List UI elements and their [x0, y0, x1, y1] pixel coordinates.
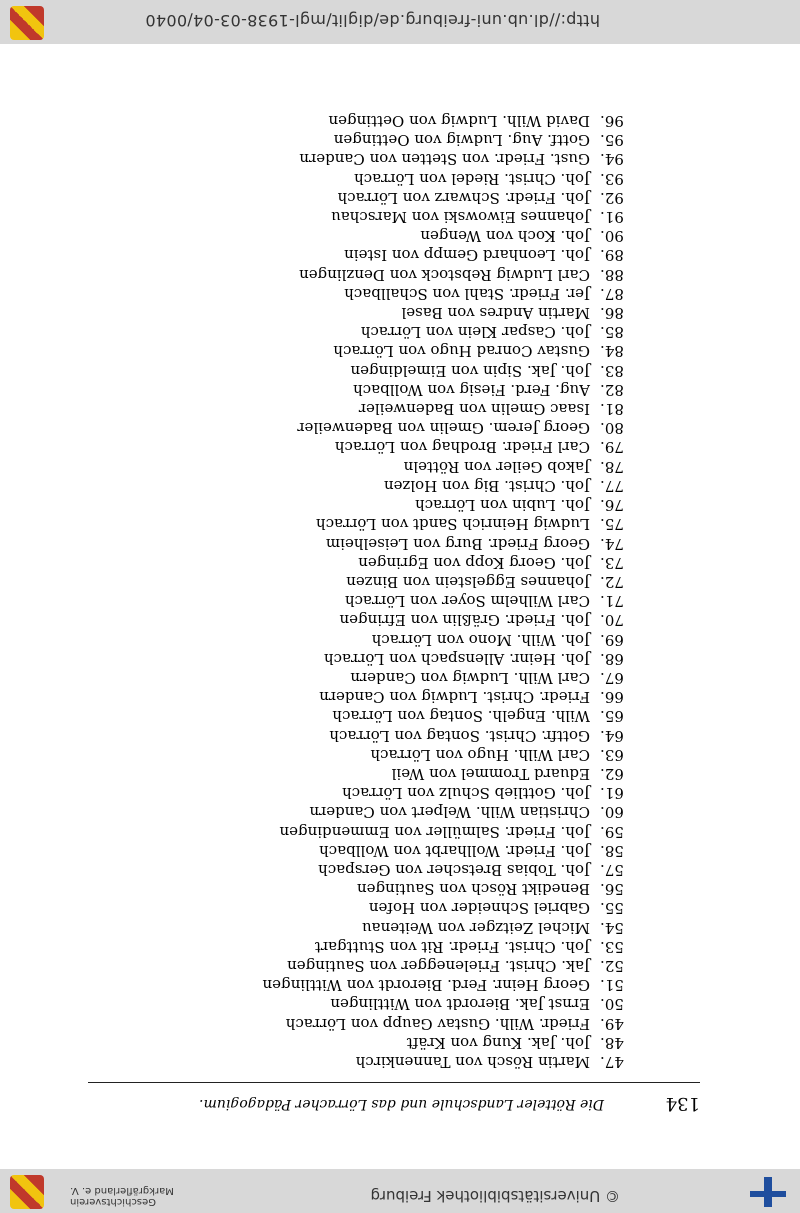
list-item	[120, 360, 640, 379]
list-item	[120, 1052, 640, 1071]
list-item	[120, 860, 640, 879]
entry-name: Joh. Koch von Wengen	[420, 227, 590, 246]
list-item	[120, 437, 640, 456]
entry-name: Carl Friedr. Brodhag von Lörrach	[334, 438, 590, 457]
entry-number: 88.	[600, 265, 624, 284]
coat-of-arms-icon	[10, 1175, 44, 1209]
list-item	[120, 418, 640, 437]
list-item	[120, 572, 640, 591]
entry-name: Joh. Caspar Klein von Lörrach	[360, 323, 590, 342]
entry-number: 83.	[600, 361, 624, 380]
entry-name: Gustav Conrad Hugo von Lörrach	[333, 342, 590, 361]
entry-name: David Wilh. Ludwig von Oettingen	[328, 112, 590, 131]
entry-number: 67.	[600, 668, 624, 687]
list-item	[120, 322, 640, 341]
entry-name: Joh. Tobias Bretscher von Gerspach	[318, 860, 590, 879]
list-item	[120, 821, 640, 840]
entry-number: 96.	[600, 112, 624, 131]
page-header	[100, 1084, 700, 1114]
entry-number: 65.	[600, 707, 624, 726]
entry-number: 79.	[600, 438, 624, 457]
list-item	[120, 553, 640, 572]
entry-name: Joh. Georg Kopp von Egringen	[358, 553, 590, 572]
entry-name: Joh. Heinr. Allenspach von Lörrach	[323, 649, 590, 668]
society-line: Geschichtsverein	[70, 1196, 156, 1207]
entry-number: 85.	[600, 323, 624, 342]
entry-number: 80.	[600, 419, 624, 438]
entry-number: 47.	[600, 1053, 624, 1071]
entry-name: Joh. Jak. Sipin von Eimeldingen	[350, 361, 590, 380]
entry-number: 89.	[600, 246, 624, 265]
list-item	[120, 994, 640, 1013]
entry-number: 66.	[600, 688, 624, 707]
list-item	[120, 495, 640, 514]
entry-number: 73.	[600, 553, 624, 572]
society-name	[70, 1185, 174, 1207]
viewer-bottom-strip	[0, 1169, 800, 1213]
list-item	[120, 917, 640, 936]
list-item	[120, 783, 640, 802]
list-item	[120, 841, 640, 860]
list-item	[120, 341, 640, 360]
entry-number: 58.	[600, 841, 624, 860]
entry-number: 81.	[600, 400, 624, 419]
list-item	[120, 1013, 640, 1032]
list-item	[120, 591, 640, 610]
entry-number: 60.	[600, 803, 624, 822]
entry-number: 87.	[600, 284, 624, 303]
entry-name: Joh. Christ. Friedr. Rit von Stuttgart	[314, 937, 590, 956]
entry-name: Wilh. Engelh. Sontag von Lörrach	[332, 707, 590, 726]
list-item	[120, 188, 640, 207]
entry-number: 55.	[600, 899, 624, 918]
entry-number: 95.	[600, 131, 624, 150]
entry-number: 68.	[600, 649, 624, 668]
entry-number: 57.	[600, 860, 624, 879]
entry-number: 62.	[600, 764, 624, 783]
entry-name: Gottfr. Christ. Sontag von Lörrach	[329, 726, 590, 745]
entry-name: Aug. Ferd. Fiesig von Wollbach	[353, 380, 590, 399]
entry-name: Friedr. Wilh. Gustav Gaupp von Lörrach	[285, 1014, 590, 1033]
entry-number: 69.	[600, 630, 624, 649]
list-item	[120, 687, 640, 706]
entry-number: 92.	[600, 188, 624, 207]
entry-name: Georg Heinr. Ferd. Bierordt von Wittlingen	[262, 976, 590, 995]
list-item	[120, 725, 640, 744]
ub-logo-icon	[750, 1177, 786, 1207]
running-title: Die Rötteler Landschule und das Lörracher Pädagogium.	[199, 1096, 604, 1112]
entry-name: Jer. Friedr. Stahl von Schallbach	[344, 284, 590, 303]
entry-number: 71.	[600, 592, 624, 611]
entry-name: Joh. Friedr. Gräßlin von Efringen	[339, 611, 590, 630]
list-item	[120, 226, 640, 245]
list-item	[120, 956, 640, 975]
list-item	[120, 168, 640, 187]
page-number: 134	[665, 1093, 700, 1114]
list-item	[120, 764, 640, 783]
entry-name: Gabriel Schneider von Hofen	[368, 899, 590, 918]
list-item	[120, 476, 640, 495]
list-item	[120, 879, 640, 898]
header-rule	[88, 1082, 700, 1083]
entry-name: Joh. Christ. Riedel von Lörrach	[354, 169, 590, 188]
copyright-text: © Universitätsbibliothek Freiburg	[370, 1187, 620, 1205]
entry-name: Johannes Eiwowski von Marschau	[331, 208, 590, 227]
list-item	[120, 514, 640, 533]
entry-number: 48.	[600, 1033, 624, 1052]
list-item	[120, 610, 640, 629]
entry-number: 74.	[600, 534, 624, 553]
entry-number: 64.	[600, 726, 624, 745]
list-item	[120, 937, 640, 956]
entry-name: Carl Wilh. Ludwig von Candern	[350, 668, 590, 687]
permalink-url[interactable]: http://dl.ub.uni-freiburg.de/diglit/mgl-1938-03-04/0040	[145, 11, 600, 30]
entry-name: Carl Wilh. Hugo von Lörrach	[370, 745, 590, 764]
entry-number: 51.	[600, 976, 624, 995]
entry-number: 77.	[600, 476, 624, 495]
entry-name: Ernst Jak. Bierordt von Wittlingen	[330, 995, 590, 1014]
entry-number: 78.	[600, 457, 624, 476]
entry-name: Jak. Christ. Frielenegger von Sautingen	[287, 956, 590, 975]
student-list	[120, 111, 640, 1071]
entry-name: Joh. Friedr. Salmüller von Emmendingen	[279, 822, 590, 841]
entry-number: 70.	[600, 611, 624, 630]
entry-name: Georg Jerem. Gmelin von Badenweiler	[297, 419, 590, 438]
list-item	[120, 649, 640, 668]
list-item	[120, 130, 640, 149]
entry-number: 76.	[600, 496, 624, 515]
list-item	[120, 111, 640, 130]
entry-number: 50.	[600, 995, 624, 1014]
entry-name: Johannes Eggelstein von Binzen	[346, 572, 590, 591]
entry-name: Joh. Leonhard Gempp von Istein	[344, 246, 590, 265]
entry-number: 91.	[600, 208, 624, 227]
entry-name: Friedr. Christ. Ludwig von Candern	[319, 688, 590, 707]
entry-number: 75.	[600, 515, 624, 534]
list-item	[120, 975, 640, 994]
entry-name: Georg Friedr. Burg von Leiselheim	[325, 534, 590, 553]
entry-number: 72.	[600, 572, 624, 591]
list-item	[120, 399, 640, 418]
entry-number: 53.	[600, 937, 624, 956]
entry-name: Michel Zeitzger von Weitenau	[361, 918, 590, 937]
list-item	[120, 264, 640, 283]
list-item	[120, 898, 640, 917]
entry-number: 63.	[600, 745, 624, 764]
list-item	[120, 802, 640, 821]
entry-number: 49.	[600, 1014, 624, 1033]
entry-name: Martin Rösch von Tannenkirch	[355, 1053, 590, 1071]
entry-name: Joh. Gottlieb Schulz von Lörrach	[342, 784, 590, 803]
entry-name: Gust. Friedr. von Stetten von Candern	[299, 150, 590, 169]
entry-number: 59.	[600, 822, 624, 841]
entry-number: 84.	[600, 342, 624, 361]
list-item	[120, 533, 640, 552]
entry-number: 86.	[600, 304, 624, 323]
list-item	[120, 1033, 640, 1052]
entry-name: Gottf. Aug. Ludwig von Oettingen	[333, 131, 590, 150]
entry-name: Joh. Friedr. Wollharbt von Wollbach	[319, 841, 590, 860]
list-item	[120, 745, 640, 764]
entry-name: Ludwig Heinrich Sandt von Lörrach	[316, 515, 590, 534]
entry-name: Joh. Jak. Kung von Kräft	[406, 1033, 590, 1052]
entry-name: Joh. Friedr. Schwarz von Lörrach	[337, 188, 590, 207]
entry-number: 56.	[600, 880, 624, 899]
entry-name: Carl Ludwig Rebstock von Denzlingen	[299, 265, 590, 284]
entry-name: Jakob Geiler von Rötteln	[403, 457, 590, 476]
document-page	[0, 44, 800, 1169]
list-item	[120, 207, 640, 226]
list-item	[120, 245, 640, 264]
entry-name: Eduard Trommel von Weil	[391, 764, 590, 783]
viewer-top-strip	[0, 0, 800, 44]
entry-number: 94.	[600, 150, 624, 169]
list-item	[120, 380, 640, 399]
list-item	[120, 668, 640, 687]
entry-name: Benedikt Rösch von Sautingen	[356, 880, 590, 899]
list-item	[120, 457, 640, 476]
list-item	[120, 629, 640, 648]
entry-number: 54.	[600, 918, 624, 937]
list-item	[120, 706, 640, 725]
coat-of-arms-icon	[10, 6, 44, 40]
list-item	[120, 284, 640, 303]
entry-number: 93.	[600, 169, 624, 188]
entry-name: Joh. Wilh. Mono von Lörrach	[371, 630, 590, 649]
entry-name: Isaac Gmelin von Badenweiler	[358, 400, 590, 419]
entry-name: Joh. Lubin von Lörrach	[415, 496, 590, 515]
list-item	[120, 149, 640, 168]
entry-name: Martin Andres von Basel	[401, 304, 590, 323]
entry-number: 90.	[600, 227, 624, 246]
entry-name: Joh. Christ. Big von Holzen	[383, 476, 590, 495]
entry-name: Christian Wilh. Welpert von Candern	[309, 803, 590, 822]
entry-number: 61.	[600, 784, 624, 803]
society-line: Markgräflerland e. V.	[70, 1185, 174, 1196]
entry-number: 82.	[600, 380, 624, 399]
list-item	[120, 303, 640, 322]
entry-number: 52.	[600, 956, 624, 975]
entry-name: Carl Wilhelm Soyer von Lörrach	[344, 592, 590, 611]
